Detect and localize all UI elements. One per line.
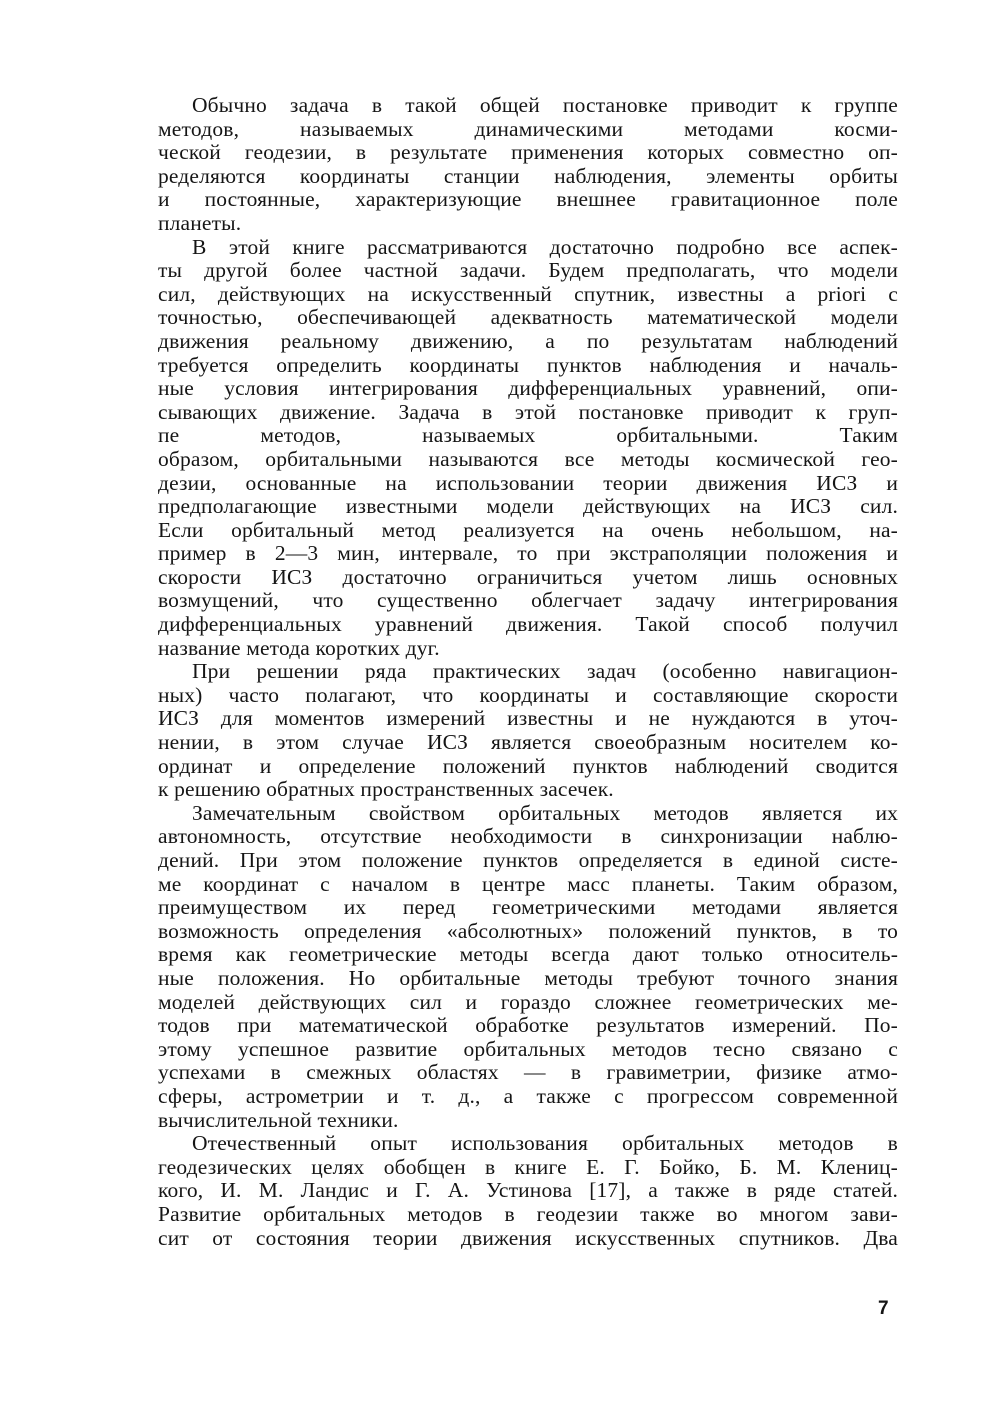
text-line: В этой книге рассматриваются достаточно подробно все аспек-	[192, 234, 898, 259]
text-line: Замечательным свойством орбитальных методов является их	[192, 800, 898, 825]
text-line: пе методов, называемых орбитальными. Таким	[158, 423, 898, 448]
text-line: пример в 2—3 мин, интервале, то при экстраполяции положения и	[158, 541, 898, 566]
text-line: возможность определения «абсолютных» положений пунктов, в то	[158, 918, 898, 943]
text-line: движения реальному движению, а по результатам наблюдений	[158, 328, 898, 353]
paragraph-3	[158, 660, 898, 802]
text-line: ординат и определение положений пунктов наблюдений сводится	[158, 753, 898, 778]
text-line: дений. При этом положение пунктов определяется в единой систе-	[158, 848, 898, 872]
text-line: кого, И. М. Ландис и Г. А. Устинова [17], а также в ряде статей.	[158, 1178, 898, 1203]
text-line: ческой геодезии, в результате применения которых совместно оп-	[158, 140, 898, 165]
text-line: и постоянные, характеризующие внешнее гравитационное поле	[158, 187, 898, 212]
text-line: ИСЗ для моментов измерений известны и не нуждаются в уточ-	[158, 706, 898, 731]
text-line: образом, орбитальными называются все методы космической гео-	[158, 446, 898, 471]
paragraph-2	[158, 236, 898, 661]
text-line: дезии, основанные на использовании теории движения ИСЗ и	[158, 470, 898, 495]
page-number: 7	[878, 1298, 889, 1319]
text-line: название метода коротких дуг.	[158, 635, 440, 660]
text-line: сывающих движение. Задача в этой постановке приводит к груп-	[158, 399, 898, 424]
text-line: методов, называемых динамическими методами косми-	[158, 116, 898, 141]
text-line: к решению обратных пространственных засечек.	[158, 777, 614, 802]
text-line: время как геометрические методы всегда дают только относитель-	[158, 942, 898, 967]
text-line: Если орбитальный метод реализуется на очень небольшом, на-	[158, 517, 898, 542]
text-line: ме координат с началом в центре масс планеты. Таким образом,	[158, 871, 898, 896]
text-line: сферы, астрометрии и т. д., а также с прогрессом современной	[158, 1083, 898, 1108]
text-line: этому успешное развитие орбитальных методов тесно связано с	[158, 1036, 898, 1061]
text-line: планеты.	[158, 210, 242, 235]
paragraph-1	[158, 94, 898, 236]
text-line: ределяются координаты станции наблюдения, элементы орбиты	[158, 163, 898, 188]
text-line: предполагающие известными модели действующих на ИСЗ сил.	[158, 494, 898, 519]
text-line: требуется определить координаты пунктов наблюдения и началь-	[158, 352, 898, 377]
text-line: ты другой более частной задачи. Будем предполагать, что модели	[158, 258, 898, 283]
text-line: точностью, обеспечивающей адекватность математической модели	[158, 305, 898, 330]
text-line: преимуществом их перед геометрическими методами является	[158, 895, 898, 920]
text-line: ные положения. Но орбитальные методы требуют точного знания	[158, 965, 898, 990]
text-line: возмущений, что существенно облегчает задачу интегрирования	[158, 588, 898, 613]
text-line: дифференциальных уравнений движения. Такой способ получил	[158, 612, 898, 637]
text-line: Развитие орбитальных методов в геодезии также во многом зави-	[158, 1201, 898, 1226]
paragraph-4	[158, 802, 898, 1132]
text-line: моделей действующих сил и гораздо сложнее геометрических ме-	[158, 989, 898, 1014]
text-line: нении, в этом случае ИСЗ является своеобразным носителем ко-	[158, 730, 898, 755]
text-line: тодов при математической обработке результатов измерений. По-	[158, 1013, 898, 1038]
text-line: Отечественный опыт использования орбитальных методов в	[192, 1131, 898, 1156]
paragraph-5	[158, 1132, 898, 1250]
text-line: успехами в смежных областях — в гравиметрии, физике атмо-	[158, 1060, 898, 1085]
text-line: автономность, отсутствие необходимости в синхронизации наблю-	[158, 824, 898, 849]
text-line: вычислительной техники.	[158, 1107, 399, 1132]
text-line: сит от состояния теории движения искусственных спутников. Два	[158, 1225, 898, 1250]
text-line: сил, действующих на искусственный спутник, известны a priori с	[158, 281, 898, 306]
page-body	[158, 94, 898, 1250]
text-line: геодезических целях обобщен в книге Е. Г. Бойко, Б. М. Клениц-	[158, 1154, 898, 1179]
text-line: ные условия интегрирования дифференциальных уравнений, опи-	[158, 376, 898, 401]
text-line: При решении ряда практических задач (особенно навигацион-	[192, 659, 898, 684]
text-line: скорости ИСЗ достаточно ограничиться учетом лишь основных	[158, 564, 898, 589]
text-line: ных) часто полагают, что координаты и составляющие скорости	[158, 682, 898, 707]
text-line: Обычно задача в такой общей постановке приводит к группе	[192, 93, 898, 117]
